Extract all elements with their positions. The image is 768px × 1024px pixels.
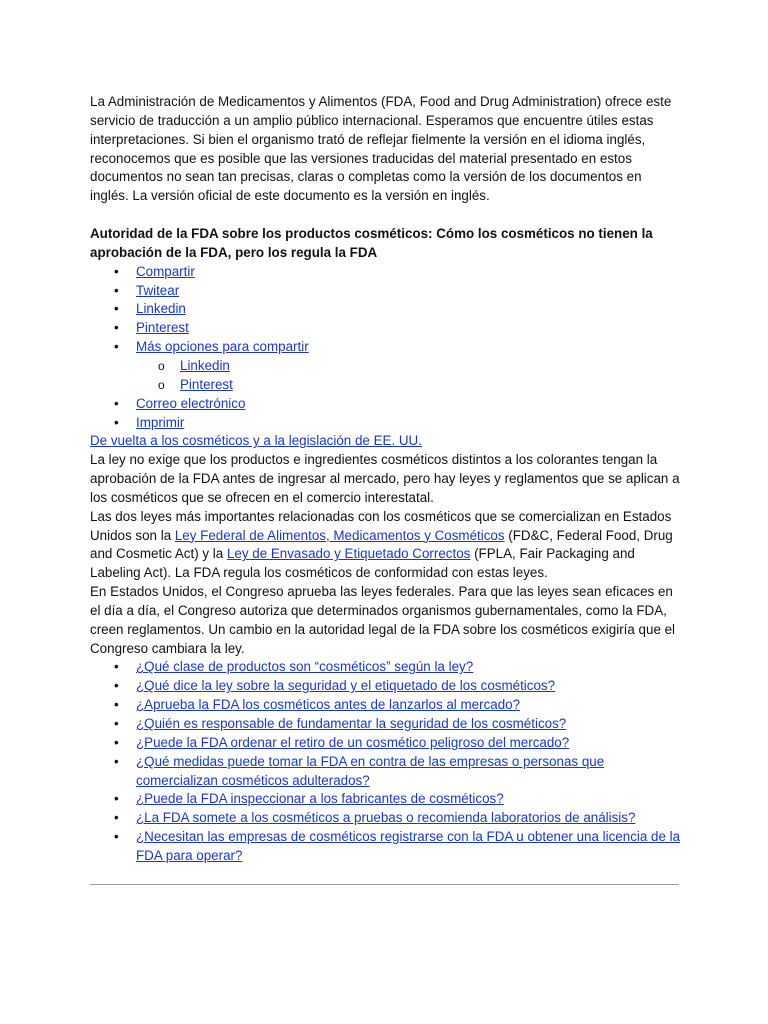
document-body (90, 93, 682, 866)
question-link[interactable]: ¿Puede la FDA inspeccionar a los fabricantes de cosméticos? (136, 791, 504, 807)
page-title: Autoridad de la FDA sobre los productos cosméticos: Cómo los cosméticos no tienen la aprobación de la FDA, pero los regula la FDA (90, 226, 653, 260)
laws-text-1: Las dos leyes más importantes relacionadas con los cosméticos que se comercializan en Estados Unidos son la (90, 508, 672, 543)
horizontal-divider (90, 884, 679, 885)
share-item (90, 263, 682, 282)
question-link[interactable]: ¿Quién es responsable de fundamentar la seguridad de los cosméticos? (136, 716, 567, 731)
back-link-line (90, 432, 682, 451)
question-link[interactable]: ¿Qué dice la ley sobre la seguridad y el etiquetado de los cosméticos? (136, 678, 556, 694)
share-item (90, 338, 682, 395)
question-link[interactable]: ¿Necesitan las empresas de cosméticos registrarse con la FDA u obtener una licencia de la FDA para operar? (136, 829, 681, 863)
question-item (90, 753, 682, 791)
laws-text-3: (FPLA, Fair Packaging and Labeling Act). La FDA regula los cosméticos de conformidad con estas leyes. (90, 546, 635, 581)
linkedin-link[interactable]: Linkedin (136, 301, 186, 317)
fdc-act-link[interactable]: Ley Federal de Alimentos, Medicamentos y Cosméticos (174, 527, 505, 543)
question-item (90, 828, 682, 866)
question-item (90, 715, 682, 734)
share-link[interactable]: Compartir (136, 263, 195, 279)
paragraph-congress: En Estados Unidos, el Congreso aprueba las leyes federales. Para que las leyes sean eficaces en el día a día, el Congreso autoriza que determinados organismos gubernamentales, como la FDA, creen reglamentos. Un cambio en la autoridad legal de la FDA sobre los cosméticos exigiría que el Congreso cambiara la ley. (90, 584, 676, 656)
question-item (90, 677, 682, 696)
share-subitem (90, 357, 682, 376)
translation-disclaimer: La Administración de Medicamentos y Alimentos (FDA, Food and Drug Administration) ofrece este servicio de traducción a un amplio público internacional. Esperamos que encuentre útiles estas interpretaciones. Si bien el organismo trató de reflejar fielmente la versión en el idioma inglés, reconocemos que es posible que las versiones traducidas del material presentado en estos documentos no sean tan precisas, claras o completas como la versión de los documentos en inglés. La versión oficial de este documento es la versión en inglés. (90, 94, 672, 204)
question-link[interactable]: ¿Aprueba la FDA los cosméticos antes de lanzarlos al mercado? (136, 697, 521, 713)
share-item (90, 414, 682, 433)
pinterest-link[interactable]: Pinterest (136, 320, 189, 336)
laws-text-2: (FD&C, Federal Food, Drug and Cosmetic Act) y la (90, 527, 673, 562)
question-item (90, 658, 682, 677)
back-to-cosmetics-link[interactable]: De vuelta a los cosméticos y a la legislación de EE. UU. (90, 433, 422, 449)
more-share-options-link[interactable]: Más opciones para compartir (136, 339, 309, 355)
question-item (90, 790, 682, 809)
tweet-link[interactable]: Twitear (136, 282, 180, 298)
share-list (90, 263, 682, 433)
print-link[interactable]: Imprimir (136, 414, 185, 430)
question-link[interactable]: ¿Puede la FDA ordenar el retiro de un cosmético peligroso del mercado? (136, 734, 570, 750)
question-item (90, 734, 682, 753)
share-sublist (136, 357, 682, 395)
share-subitem (90, 376, 682, 395)
questions-list (90, 658, 682, 865)
share-item (90, 395, 682, 414)
share-item (90, 319, 682, 338)
share-item (90, 282, 682, 301)
question-item (90, 696, 682, 715)
question-link[interactable]: ¿Qué clase de productos son “cosméticos” según la ley? (136, 659, 474, 675)
paragraph-laws (90, 508, 682, 583)
question-link[interactable]: ¿Qué medidas puede tomar la FDA en contra de las empresas o personas que comercializan cosméticos adulterados? (136, 753, 605, 788)
share-item (90, 300, 682, 319)
paragraph-approval: La ley no exige que los productos e ingredientes cosméticos distintos a los colorantes tengan la aprobación de la FDA antes de ingresar al mercado, pero hay leyes y reglamentos que se aplican a los cosméticos que se ofrecen en el comercio interestatal. (90, 452, 680, 505)
sub-linkedin-link[interactable]: Linkedin (180, 357, 230, 373)
sub-pinterest-link[interactable]: Pinterest (180, 376, 233, 392)
email-link[interactable]: Correo electrónico (136, 395, 246, 411)
question-link[interactable]: ¿La FDA somete a los cosméticos a pruebas o recomienda laboratorios de análisis? (136, 810, 636, 826)
question-item (90, 809, 682, 828)
fpla-link[interactable]: Ley de Envasado y Etiquetado Correctos (226, 546, 471, 562)
